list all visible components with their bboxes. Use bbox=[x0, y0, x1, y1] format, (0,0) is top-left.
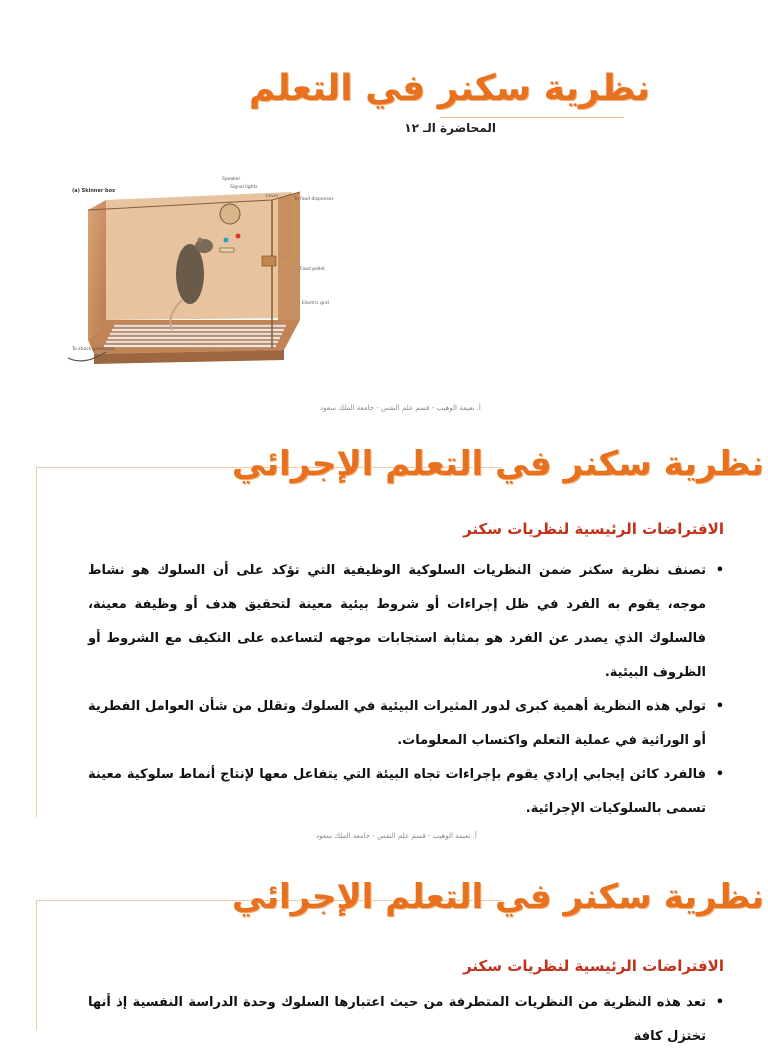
lecture-number: المحاضرة الـ ١٢ bbox=[404, 121, 496, 135]
diagram-label-food-dispenser: To food dispenser bbox=[294, 197, 334, 202]
bullet-text: فالفرد كائن إيجابي إرادي يقوم بإجراءات تجاه البيئة التي يتفاعل معها لإنتاج أنماط سلوكية معينة تسمى بالسلوكيات الإجرائية. bbox=[88, 767, 706, 816]
frame-left-line bbox=[36, 467, 37, 817]
slide-1 bbox=[0, 0, 768, 430]
slide-1-title: نظرية سكنر في التعلم bbox=[248, 68, 650, 109]
slide-3-bullet-list bbox=[88, 986, 724, 1054]
bullet-item bbox=[88, 986, 724, 1054]
bullet-text: تولي هذه النظرية أهمية كبرى لدور المثيرات البيئية في السلوك وتقلل من شأن العوامل الفطرية أو الوراثية في عملية التعلم واكتساب المعلومات. bbox=[88, 699, 706, 748]
bullet-dot: • bbox=[715, 767, 724, 782]
diagram-label-speaker: Speaker bbox=[222, 177, 241, 182]
bullet-text: تعد هذه النظرية من النظريات المتطرفة من حيث اعتبارها السلوك وحدة الدراسة النفسية إذ أنها تختزل كافة bbox=[88, 995, 706, 1044]
diagram-label-signal-lights: Signal lights bbox=[230, 185, 258, 190]
slide-2 bbox=[0, 430, 768, 840]
slide-3-subtitle: الافتراضات الرئيسية لنظريات سكنر bbox=[463, 957, 724, 975]
bullet-text: تصنف نظرية سكنر ضمن النظريات السلوكية الوظيفية التي تؤكد على أن السلوك هو نشاط موجه، يقوم به الفرد في ظل إجراءات أو شروط بيئية معينة لتحقيق هدف أو وظيفة معينة، فالسلوك الذي يصدر عن الفرد هو بمثابة استجابات موجهه لتساعده على التكيف مع الشروط أو الظروف البيئية. bbox=[88, 563, 706, 680]
slide-2-bullet-list bbox=[88, 554, 724, 826]
diagram-label-electric-grid: Electric grid bbox=[302, 301, 329, 306]
title-underline bbox=[440, 117, 624, 118]
skinner-box-image bbox=[54, 170, 338, 370]
diagram-label-box: (a) Skinner box bbox=[72, 188, 116, 194]
diagram-label-food-pellet: Food pellet bbox=[300, 267, 325, 272]
bullet-dot: • bbox=[715, 563, 724, 578]
bullet-item bbox=[88, 758, 724, 826]
diagram-label-lever: Lever bbox=[266, 194, 279, 199]
bullet-dot: • bbox=[715, 995, 724, 1010]
bullet-item bbox=[88, 554, 724, 690]
slide-1-footer: أ. نعيمة الوهيب - قسم علم النفس - جامعة الملك سعود bbox=[320, 404, 481, 412]
frame-left-line bbox=[36, 900, 37, 1030]
slide-2-footer: أ. نعيمة الوهيب - قسم علم النفس - جامعة الملك سعود bbox=[316, 832, 477, 840]
bullet-item bbox=[88, 690, 724, 758]
bullet-dot: • bbox=[715, 699, 724, 714]
slide-3 bbox=[0, 840, 768, 1044]
diagram-label-shock-generator: To shock generator bbox=[72, 347, 115, 352]
slide-3-title: نظرية سكنر في التعلم الإجرائي bbox=[231, 877, 764, 917]
slide-2-subtitle: الافتراضات الرئيسية لنظريات سكنر bbox=[463, 520, 724, 538]
slide-2-title: نظرية سكنر في التعلم الإجرائي bbox=[231, 444, 764, 484]
